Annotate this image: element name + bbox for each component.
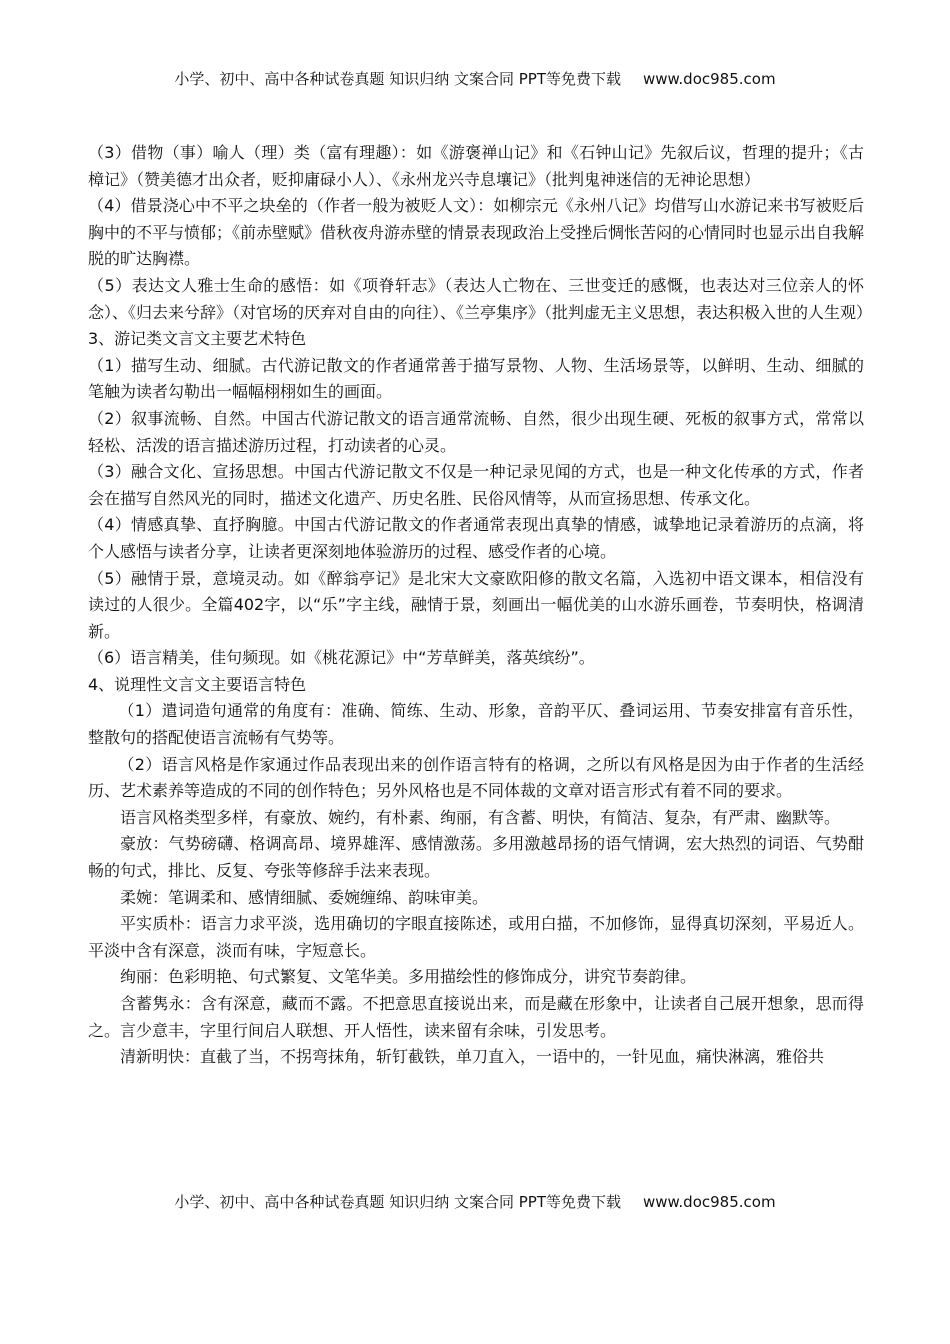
paragraph: 语言风格类型多样，有豪放、婉约，有朴素、绚丽，有含蓄、明快，有简洁、复杂，有严肃、幽默等。: [120, 807, 841, 827]
paragraph: （5）融情于景，意境灵动。如《醉翁亭记》是北宋大文豪欧阳修的散文名篇，入选初中语文课本，相信没有读过的人很少。全篇402字，以“乐”字主线，融情于景，刻画出一幅优美的山水游乐画卷，节奏明快，格调清新。: [88, 568, 864, 641]
page-header: [0, 68, 950, 89]
paragraph: （5）表达文人雅士生命的感悟：如《项脊轩志》（表达人亡物在、三世变迁的感慨，也表达对三位亲人的怀念）、《归去来兮辞》（对官场的厌弃对自由的向往）、《兰亭集序》（批判虚无主义思想，表达积极入世的人生观）: [88, 275, 873, 322]
paragraph: 绚丽：色彩明艳、句式繁复、文笔华美。多用描绘性的修饰成分，讲究节奏韵律。: [120, 967, 697, 987]
document-body: [88, 140, 873, 1071]
paragraph: 平实质朴：语言力求平淡，选用确切的字眼直接陈述，或用白描，不加修饰，显得真切深刻，平易近人。平淡中含有深意，淡而有味，字短意长。: [88, 914, 864, 960]
header-url[interactable]: www.doc985.com: [642, 70, 776, 88]
paragraph: 清新明快：直截了当，不拐弯抹角，斩钉截铁，单刀直入，一语中的，一针见血，痛快淋漓，雅俗共: [120, 1047, 825, 1067]
paragraph: 柔婉：笔调柔和、感情细腻、委婉缠绵、韵味审美。: [120, 887, 489, 907]
paragraph: （1）遣词造句通常的角度有：准确、简练、生动、形象，音韵平仄、叠词运用、节奏安排富有音乐性，整散句的搭配使语言流畅有气势等。: [88, 701, 864, 748]
paragraph: （4）情感真挚、直抒胸臆。中国古代游记散文的作者通常表现出真挚的情感，诚挚地记录着游历的点滴，将个人感悟与读者分享，让读者更深刻地体验游历的过程、感受作者的心境。: [88, 515, 864, 561]
paragraph: （4）借景浇心中不平之块垒的（作者一般为被贬人文）：如柳宗元《永州八记》均借写山水游记来书写被贬后胸中的不平与愤郁；《前赤壁赋》借秋夜舟游赤壁的情景表现政治上受挫后惆怅苦闷的心情同时也显示出自我解脱的旷达胸襟。: [88, 196, 865, 269]
header-text: 小学、初中、高中各种试卷真题 知识归纳 文案合同 PPT等免费下载: [174, 70, 621, 88]
paragraph: （3）借物（事）喻人（理）类（富有理趣）：如《游褒禅山记》和《石钟山记》先叙后议，哲理的提升；《古樟记》（赞美德才出众者，贬抑庸碌小人）、《永州龙兴寺息壤记》（批判鬼神迷信的无神论思想）: [88, 143, 864, 189]
paragraph: 含蓄隽永：含有深意，藏而不露。不把意思直接说出来，而是藏在形象中，让读者自己展开想象，思而得之。言少意丰，字里行间启人联想、开人悟性，读来留有余味，引发思考。: [88, 994, 864, 1040]
paragraph: 豪放：气势磅礴、格调高昂、境界雄浑、感情激荡。多用激越昂扬的语气情调，宏大热烈的词语、气势酣畅的句式，排比、反复、夸张等修辞手法来表现。: [88, 834, 864, 881]
section-heading: 3、游记类文言文主要艺术特色: [88, 329, 307, 349]
footer-text: 小学、初中、高中各种试卷真题 知识归纳 文案合同 PPT等免费下载: [174, 1193, 621, 1211]
paragraph: （3）融合文化、宣扬思想。中国古代游记散文不仅是一种记录见闻的方式，也是一种文化传承的方式，作者会在描写自然风光的同时，描述文化遗产、历史名胜、民俗风情等，从而宣扬思想、传承文化。: [88, 462, 864, 508]
paragraph: （1）描写生动、细腻。古代游记散文的作者通常善于描写景物、人物、生活场景等，以鲜明、生动、细腻的笔触为读者勾勒出一幅幅栩栩如生的画面。: [88, 355, 864, 402]
paragraph: （2）叙事流畅、自然。中国古代游记散文的语言通常流畅、自然，很少出现生硬、死板的叙事方式，常常以轻松、活泼的语言描述游历过程，打动读者的心灵。: [88, 408, 864, 455]
paragraph: （2）语言风格是作家通过作品表现出来的创作语言特有的格调，之所以有风格是因为由于作者的生活经历、艺术素养等造成的不同的创作特色；另外风格也是不同体裁的文章对语言形式有着不同的要求。: [88, 754, 864, 801]
paragraph: （6）语言精美，佳句频现。如《桃花源记》中“芳草鲜美，落英缤纷”。: [88, 648, 595, 668]
section-heading: 4、说理性文言文主要语言特色: [88, 674, 307, 694]
footer-url[interactable]: www.doc985.com: [642, 1193, 776, 1211]
page-footer: [0, 1191, 950, 1212]
